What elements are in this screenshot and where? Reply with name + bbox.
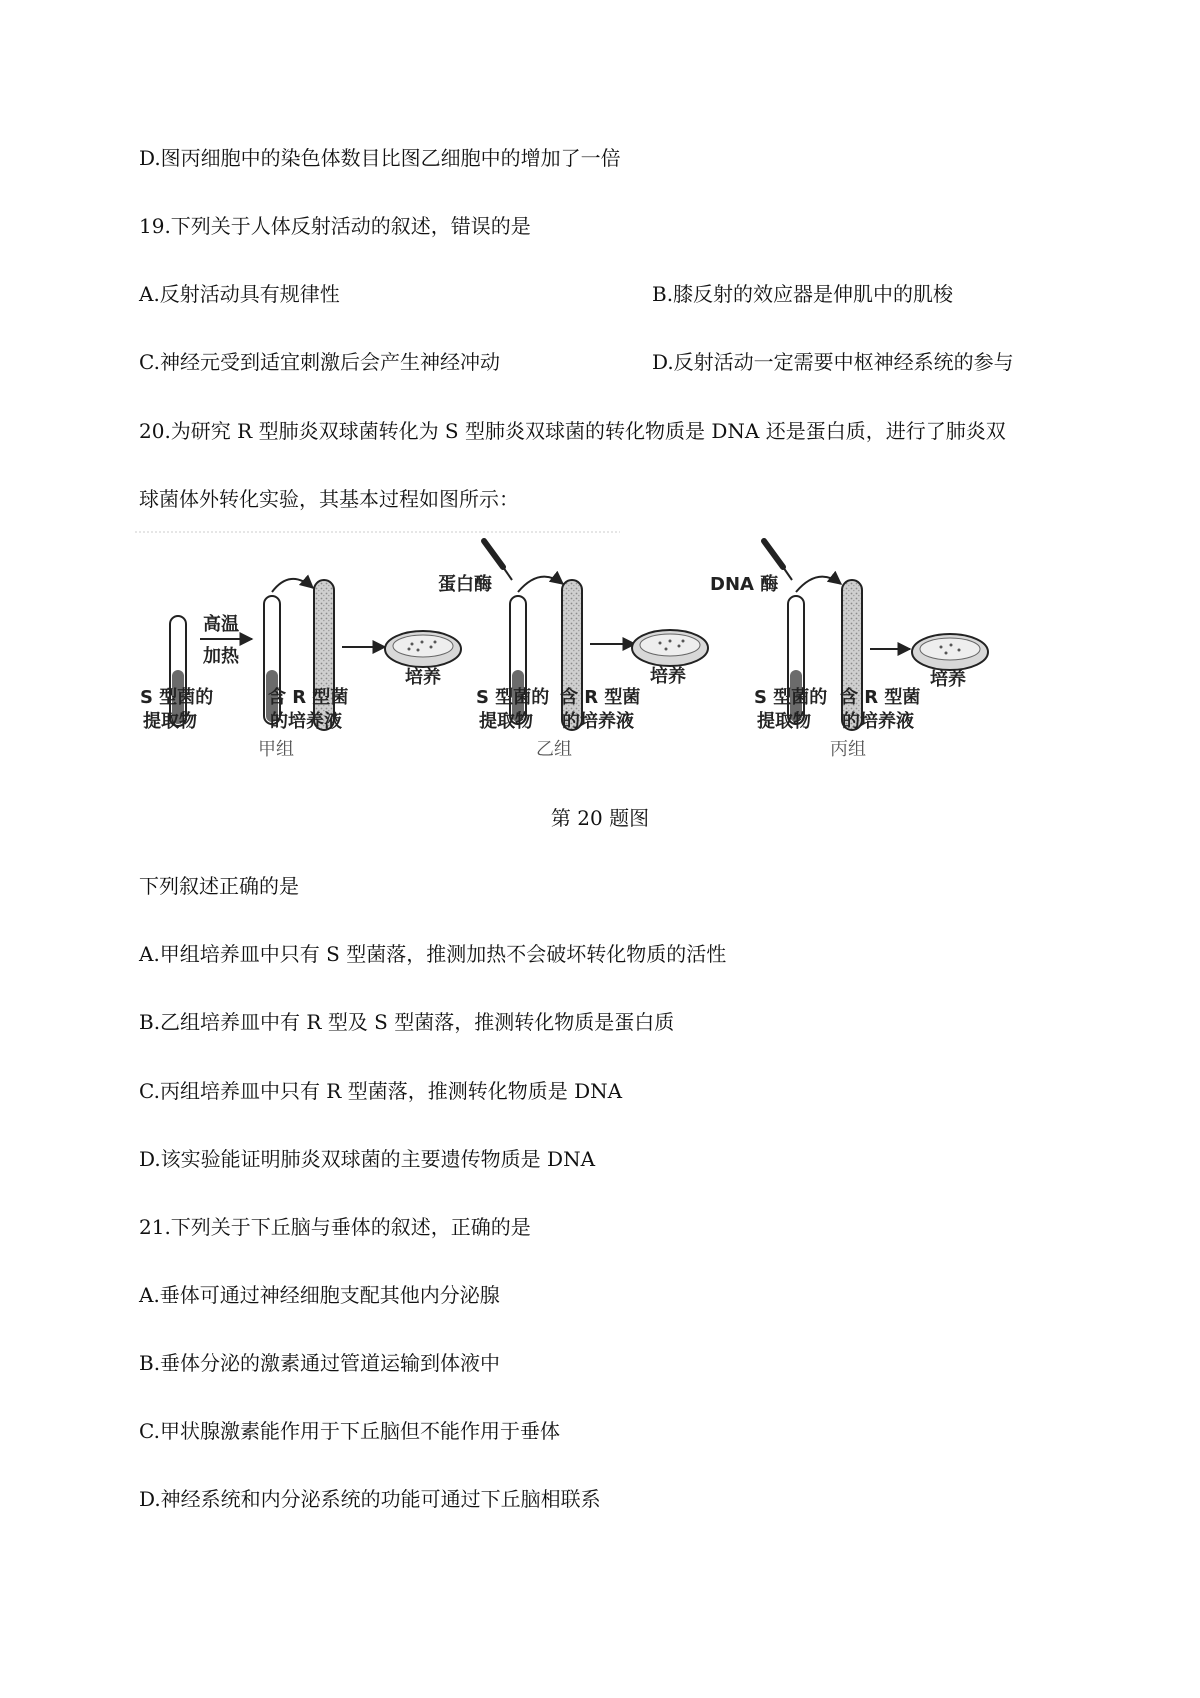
group-label: 乙组: [536, 739, 572, 760]
group-jia: [140, 579, 461, 760]
question-19-option-d: D.反射活动一定需要中枢神经系统的参与: [652, 350, 1014, 374]
question-20-option-d: D.该实验能证明肺炎双球菌的主要遗传物质是 DNA: [139, 1147, 596, 1171]
extract-tube: [170, 616, 186, 726]
figure-caption: 第 20 题图: [550, 806, 650, 830]
extract-label-line-2: 提取物: [143, 711, 197, 732]
extract-label-line-1: S 型菌的: [754, 687, 828, 708]
question-21-option-c: C.甲状腺激素能作用于下丘脑但不能作用于垂体: [139, 1419, 560, 1443]
question-20-prompt: 下列叙述正确的是: [139, 874, 299, 898]
question-20-option-c: C.丙组培养皿中只有 R 型菌落，推测转化物质是 DNA: [139, 1079, 623, 1103]
question-21-option-d: D.神经系统和内分泌系统的功能可通过下丘脑相联系: [139, 1487, 601, 1511]
transfer-arrow: [518, 577, 563, 592]
medium-label-line-1: 含 R 型菌: [840, 687, 921, 708]
group-bing: [710, 541, 988, 760]
group-label: 丙组: [830, 739, 866, 760]
medium-label-line-1: 含 R 型菌: [560, 687, 641, 708]
petri-dish: [912, 634, 988, 670]
question-21-stem: 21.下列关于下丘脑与垂体的叙述，正确的是: [139, 1215, 531, 1239]
question-19-stem: 19.下列关于人体反射活动的叙述，错误的是: [139, 214, 531, 238]
medium-label-line-1: 含 R 型菌: [268, 687, 349, 708]
question-20-option-a: A.甲组培养皿中只有 S 型菌落，推测加热不会破坏转化物质的活性: [139, 942, 727, 966]
transfer-arrow: [796, 577, 841, 592]
question-20-option-b: B.乙组培养皿中有 R 型及 S 型菌落，推测转化物质是蛋白质: [139, 1010, 675, 1034]
question-21-option-a: A.垂体可通过神经细胞支配其他内分泌腺: [139, 1283, 500, 1307]
petri-dish: [385, 631, 461, 667]
extract-label-line-1: S 型菌的: [140, 687, 214, 708]
extract-label-line-1: S 型菌的: [476, 687, 550, 708]
question-19-option-b: B.膝反射的效应器是伸肌中的肌梭: [652, 282, 954, 306]
question-18-option-d: D.图丙细胞中的染色体数目比图乙细胞中的增加了一倍: [139, 146, 621, 170]
medium-label-line-2: 的培养液: [842, 711, 914, 732]
extract-label-line-2: 提取物: [757, 711, 811, 732]
extract-label-line-2: 提取物: [479, 711, 533, 732]
group-label: 甲组: [258, 739, 294, 760]
question-21-option-b: B.垂体分泌的激素通过管道运输到体液中: [139, 1351, 501, 1375]
question-19-option-c: C.神经元受到适宜刺激后会产生神经冲动: [139, 350, 500, 374]
culture-label: 培养: [405, 667, 441, 688]
treatment-label-line-2: 加热: [203, 646, 239, 667]
group-yi: [438, 541, 708, 760]
medium-label-line-2: 的培养液: [270, 711, 342, 732]
transfer-arrow: [272, 579, 313, 592]
culture-label: 培养: [930, 669, 966, 690]
question-20-stem-line-2: 球菌体外转化实验，其基本过程如图所示：: [139, 487, 519, 511]
medium-label-line-2: 的培养液: [562, 711, 634, 732]
enzyme-label: DNA 酶: [710, 574, 779, 595]
petri-dish: [632, 630, 708, 666]
question-20-stem-line-1: 20.为研究 R 型肺炎双球菌转化为 S 型肺炎双球菌的转化物质是 DNA 还是蛋白质，进行了肺炎双: [139, 419, 1006, 443]
experiment-figure: [130, 522, 1070, 767]
question-19-option-a: A.反射活动具有规律性: [139, 282, 340, 306]
culture-label: 培养: [650, 666, 686, 687]
treatment-label-line-1: 高温: [203, 614, 239, 635]
enzyme-label: 蛋白酶: [438, 574, 492, 595]
